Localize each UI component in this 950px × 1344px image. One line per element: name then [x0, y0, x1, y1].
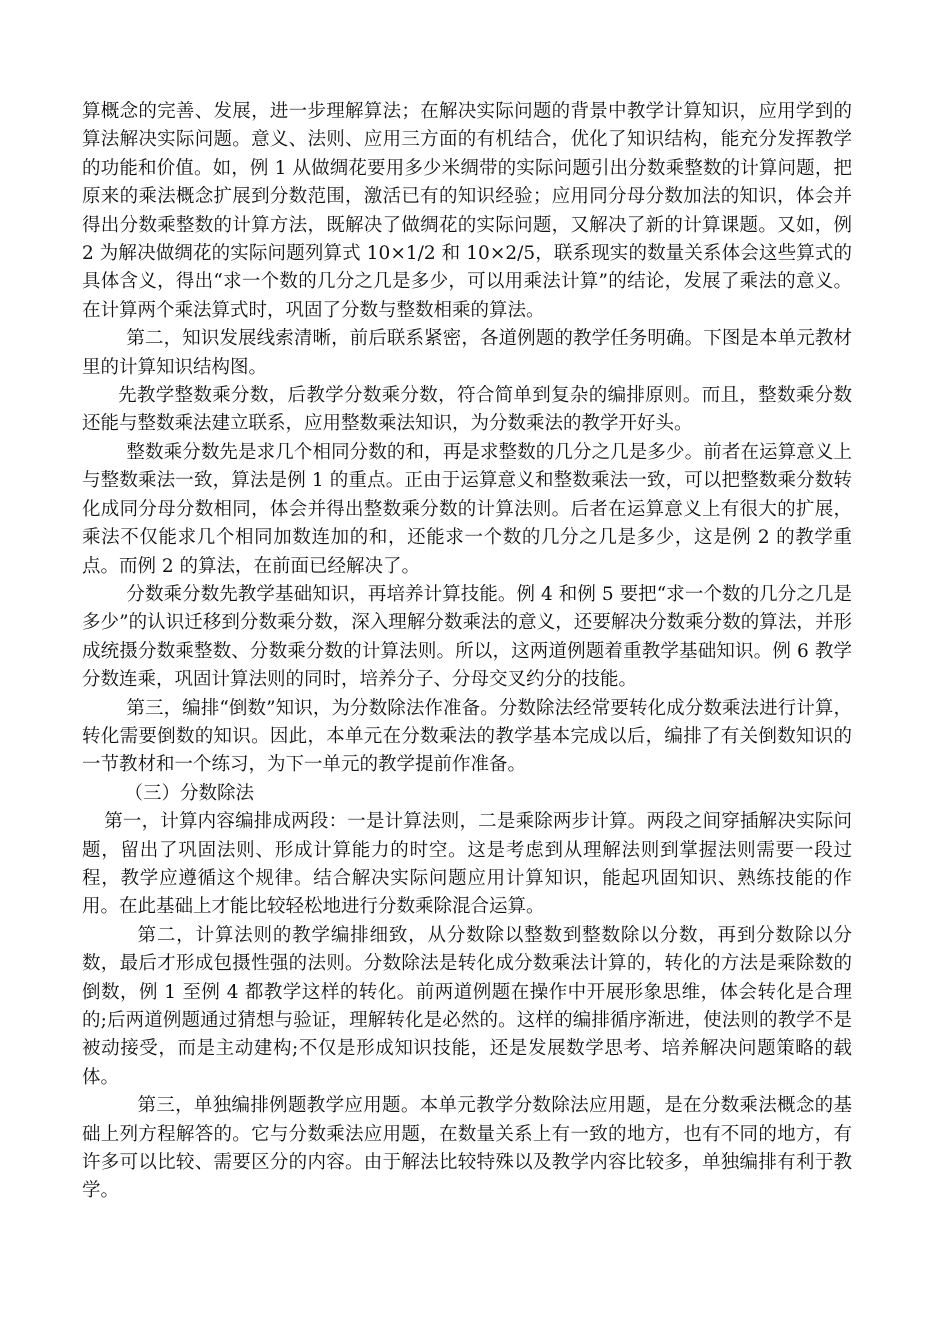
- paragraph-integer-times-fraction: 整数乘分数先是求几个相同分数的和，再是求整数的几分之几是多少。前者在运算意义上与整数乘法一致，算法是例 1 的重点。正由于运算意义和整数乘法一致，可以把整数乘分数转化成同分母分数相同，体会并得出整数乘分数的计算法则。后者在运算意义上有很大的扩展，乘法不仅能求几个相同加数连加的和，还能求一个数的几分之几是多少，这是例 2 的教学重点。而例 2 的算法，在前面已经解决了。: [82, 441, 852, 577]
- paragraph-structure-clarity: 第二，知识发展线索清晰，前后联系紧密，各道例题的教学任务明确。下图是本单元教材里的计算知识结构图。: [82, 328, 852, 378]
- paragraph-fraction-times-fraction: 分数乘分数先教学基础知识，再培养计算技能。例 4 和例 5 要把“求一个数的几分之几是多少”的认识迁移到分数乘分数，深入理解分数乘法的意义，还要解决分数乘分数的算法，并形成统摄分数乘整数、分数乘分数的计算法则。所以，这两道例题着重教学基础知识。例 6 教学分数连乘，巩固计算法则的同时，培养分子、分母交叉约分的技能。: [82, 583, 852, 691]
- paragraph-continuation: 算概念的完善、发展，进一步理解算法；在解决实际问题的背景中教学计算知识，应用学到的算法解决实际问题。意义、法则、应用三方面的有机结合，优化了知识结构，能充分发挥教学的功能和价值。如，例 1 从做绸花要用多少米绸带的实际问题引出分数乘整数的计算问题，把原来的乘法概念扩展到分数范围，激活已有的知识经验；应用同分母分数加法的知识，体会并得出分数乘整数的计算方法，既解决了做绸花的实际问题，又解决了新的计算课题。又如，例 2 为解决做绸花的实际问题列算式 10×1/2 和 10×2/5，联系现实的数量关系体会这些算式的具体含义，得出“求一个数的几分之几是多少，可以用乘法计算”的结论，发展了乘法的意义。在计算两个乘法算式时，巩固了分数与整数相乘的算法。: [82, 101, 852, 321]
- section-heading-fraction-division: （三）分数除法: [124, 782, 255, 804]
- paragraph-integer-first: 先教学整数乘分数，后教学分数乘分数，符合简单到复杂的编排原则。而且，整数乘分数还能与整数乘法建立联系，应用整数乘法知识，为分数乘法的教学开好头。: [82, 385, 852, 435]
- paragraph-division-rules: 第二，计算法则的教学编排细致，从分数除以整数到整数除以分数，再到分数除以分数，最后才形成包摄性强的法则。分数除法是转化成分数乘法计算的，转化的方法是乘除数的倒数，例 1 至例 4 都教学这样的转化。前两道例题在操作中开展形象思维，体会转化是合理的;后两道例题通过猜想与验证，理解转化是必然的。这样的编排循序渐进，使法则的教学不是被动接受，而是主动建构;不仅是形成知识技能，还是发展数学思考、培养解决问题策略的载体。: [82, 924, 852, 1088]
- paragraph-division-word-problems: 第三，单独编排例题教学应用题。本单元教学分数除法应用题，是在分数乘法概念的基础上列方程解答的。它与分数乘法应用题，在数量关系上有一致的地方，也有不同的地方，有许多可以比较、需要区分的内容。由于解法比较特殊以及教学内容比较多，单独编排有利于教学。: [82, 1095, 852, 1202]
- document-page: [82, 98, 852, 1206]
- paragraph-reciprocal: 第三，编排“倒数”知识，为分数除法作准备。分数除法经常要转化成分数乘法进行计算，转化需要倒数的知识。因此，本单元在分数乘法的教学基本完成以后，编排了有关倒数知识的一节教材和一个练习，为下一单元的教学提前作准备。: [82, 697, 852, 776]
- paragraph-division-two-parts: 第一，计算内容编排成两段：一是计算法则，二是乘除两步计算。两段之间穿插解决实际问题，留出了巩固法则、形成计算能力的时空。这是考虑到从理解法则到掌握法则需要一段过程，教学应遵循这个规律。结合解决实际问题应用计算知识，能起巩固知识、熟练技能的作用。在此基础上才能比较轻松地进行分数乘除混合运算。: [82, 811, 852, 918]
